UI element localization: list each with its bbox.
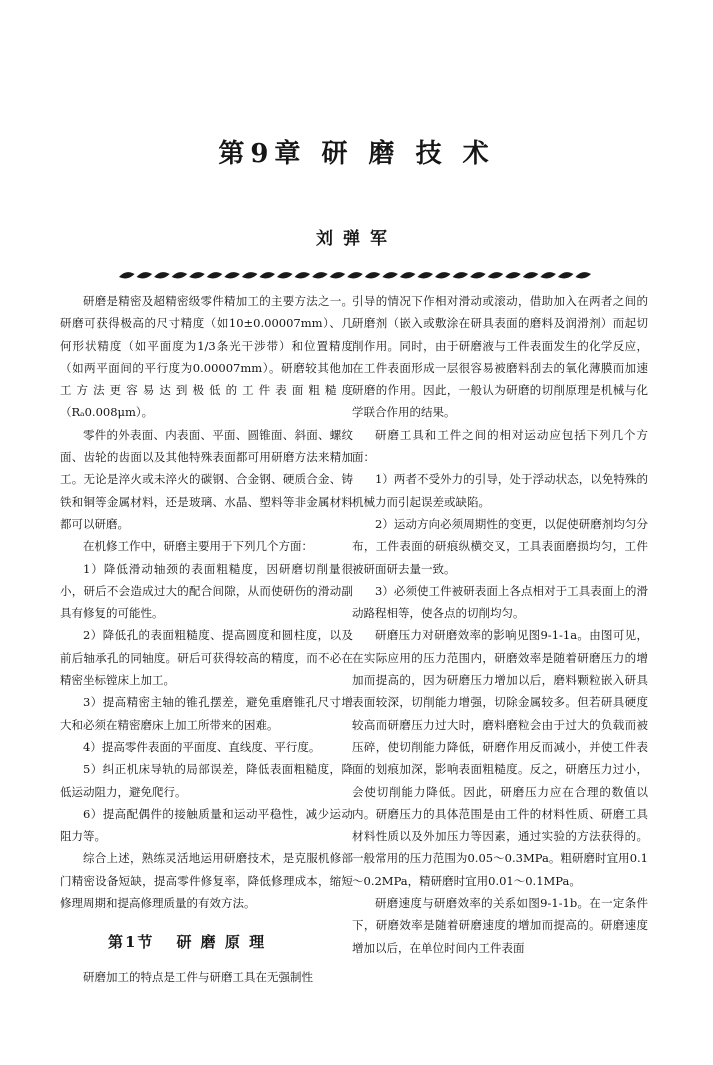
ornament-leaf xyxy=(523,272,539,278)
ornament-leaf xyxy=(295,272,311,278)
ornament-leaf xyxy=(488,272,504,278)
ornament-leaf xyxy=(207,272,223,278)
ornament-leaf xyxy=(382,272,398,278)
ornament-leaf xyxy=(242,272,258,278)
ornament-leaf xyxy=(189,272,205,278)
left-column xyxy=(60,290,353,989)
paragraph: 在机修工作中，研磨主要用于下列几个方面： xyxy=(83,539,313,554)
paragraph: 4）提高零件表面的平面度、直线度、平行度。 xyxy=(83,739,321,754)
ornament-leaf xyxy=(417,272,433,278)
chapter-title: 第9章 研 磨 技 术 xyxy=(218,139,495,169)
paragraph: 5）纠正机床导轨的局部误差，降低表面粗糙度，降低运动阻力，避免爬行。 xyxy=(60,762,353,799)
ornament-leaf xyxy=(575,272,591,278)
section-title: 研 磨 原 理 xyxy=(176,933,267,952)
section-heading xyxy=(60,928,353,956)
paragraph: 2）运动方向必须周期性的变更，以促使研磨剂均匀分布，工件表面的研痕纵横交叉，工具表面磨损均匀，工件被研面研去量一致。 xyxy=(352,516,648,576)
paragraph: 2）降低孔的表面粗糙度、提高圆度和圆柱度，以及前后轴承孔的同轴度。研后可获得较高的精度，而不必在精密坐标镗床上加工。 xyxy=(60,628,353,688)
paragraph: 研磨是精密及超精密级零件精加工的主要方法之一。研磨可获得极高的尺寸精度（如10±0.00007mm）、几何形状精度（如平面度为1/3条光干涉带）和位置精度（如两平面间的平行度为0.00007mm）。研磨较其他加工方法更容易达到极低的工件表面粗糙度（Rₐ0.008μm）。 xyxy=(60,294,353,420)
ornament-leaf xyxy=(312,272,328,278)
paragraph: 引导的情况下作相对滑动或滚动，借助加入在两者之间的研磨剂（嵌入或敷涂在研具表面的磨料及润滑剂）而起切削作用。同时，由于研磨液与工件表面发生的化学反应，在工件表面形成一层很容易被磨料刮去的氧化薄膜而加速研磨的作用。因此，一般认为研磨的切削原理是机械与化学联合作用的结果。 xyxy=(352,294,648,420)
ornament-leaf xyxy=(137,272,153,278)
ornament-leaf xyxy=(540,272,556,278)
paragraph: 1）降低滑动轴颈的表面粗糙度，因研磨切削量很小，研后不会造成过大的配合间隙，从而使研伤的滑动副具有修复的可能性。 xyxy=(60,561,353,621)
ornament-leaf xyxy=(224,272,240,278)
ornament-leaf xyxy=(558,272,574,278)
paragraph: 1）两者不受外力的引导，处于浮动状态，以免特殊的机械力而引起误差或缺陷。 xyxy=(352,472,648,509)
paragraph: 研磨加工的特点是工件与研磨工具在无强制性 xyxy=(83,970,313,985)
paragraph: 3）必须使工件被研表面上各点相对于工具表面上的滑动路程相等，使各点的切削均匀。 xyxy=(352,583,648,621)
paragraph: 3）提高精密主轴的锥孔摆差，避免重磨锥孔尺寸增大和必须在精密磨床上加工所带来的困难。 xyxy=(60,695,353,732)
ornament-leaf xyxy=(119,272,135,278)
ornament-leaf xyxy=(154,272,170,278)
ornament-leaf xyxy=(172,272,188,278)
paragraph: 综合上述，熟练灵活地运用研磨技术，是克服机修部门精密设备短缺，提高零件修复率，降低修理成本，缩短修理周期和提高修理质量的有效方法。 xyxy=(60,851,353,911)
ornament-leaf xyxy=(259,272,275,278)
ornament-leaf xyxy=(505,272,521,278)
paragraph: 零件的外表面、内表面、平面、圆锥面、斜面、螺纹面、齿轮的齿面以及其他特殊表面都可用研磨方法来精加工。无论是淬火或未淬火的碳钢、合金钢、硬质合金、铸铁和铜等金属材料，还是玻璃、水晶、塑料等非金属材料都可以研磨。 xyxy=(60,427,353,531)
right-column xyxy=(352,290,648,959)
ornament-leaf xyxy=(330,272,346,278)
ornament-leaf xyxy=(435,272,451,278)
ornament-leaf xyxy=(277,272,293,278)
decorative-rule xyxy=(118,268,592,282)
paragraph: 研磨速度与研磨效率的关系如图9-1-1b。在一定条件下，研磨效率是随着研磨速度的增加而提高的。研磨速度增加以后，在单位时间内工件表面 xyxy=(352,896,648,955)
section-number: 第1节 xyxy=(108,933,155,952)
ornament-leaf xyxy=(400,272,416,278)
paragraph: 研磨压力对研磨效率的影响见图9-1-1a。由图可见，在实际应用的压力范围内，研磨效率是随着研磨压力的增加而提高的，因为研磨压力增加以后，磨料颗粒嵌入研具表面较深，切削能力增强，切除金属较多。但若研具硬度较高而研磨压力过大时，磨料磨粒会由于过大的负载而被压碎，使切削能力降低，研磨作用反而减小，并使工件表面的划痕加深，影响表面粗糙度。反之，研磨压力过小，会使切削能力降低。因此，研磨压力应在合理的数值以内。研磨压力的具体范围是由工件的材料性质、研磨工具材料性质以及外加压力等因素，通过实验的方法获得的。一般常用的压力范围为0.05～0.3MPa。粗研磨时宜用0.1～0.2MPa，精研磨时宜用0.01～0.1MPa。 xyxy=(352,628,648,888)
author-name: 刘弹军 xyxy=(316,229,397,249)
ornament-leaf xyxy=(453,272,469,278)
ornament-leaf xyxy=(470,272,486,278)
ornament-leaf xyxy=(365,272,381,278)
paragraph: 研磨工具和工件之间的相对运动应包括下列几个方面： xyxy=(352,427,648,465)
paragraph: 6）提高配偶件的接触质量和运动平稳性，减少运动阻力等。 xyxy=(60,806,353,844)
ornament-leaf xyxy=(347,272,363,278)
